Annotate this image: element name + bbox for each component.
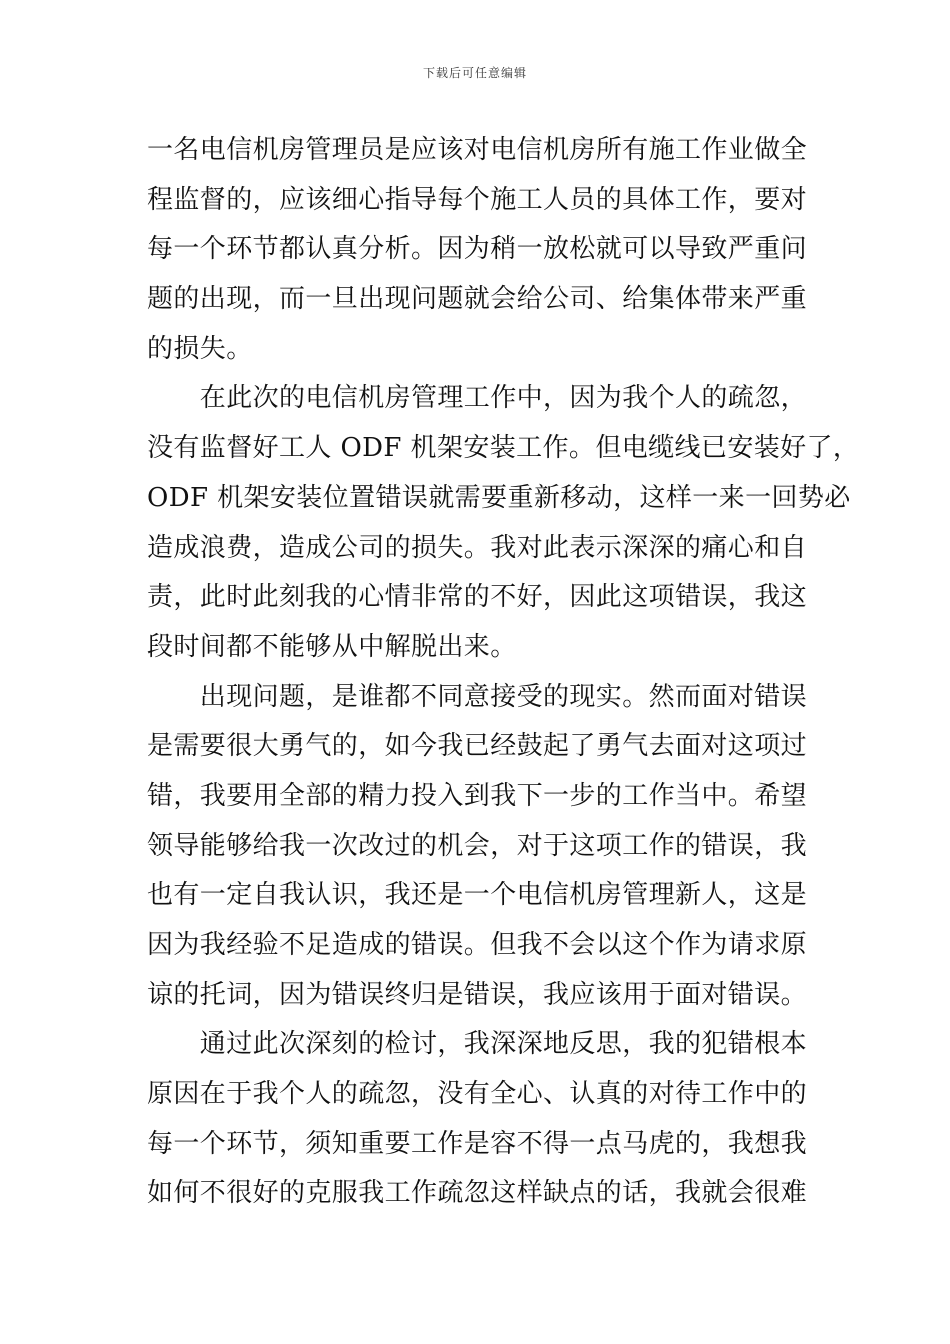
page-header: 下载后可任意编辑 bbox=[422, 66, 527, 80]
text-line: 每一个环节都认真分析。因为稍一放松就可以导致严重问 bbox=[147, 234, 808, 265]
text-line: 也有一定自我认识，我还是一个电信机房管理新人，这是 bbox=[147, 880, 808, 911]
document-body bbox=[147, 126, 860, 1219]
text-line: ODF 机架安装位置错误就需要重新移动，这样一来一回势必 bbox=[147, 482, 851, 513]
text-line: 一名电信机房管理员是应该对电信机房所有施工作业做全 bbox=[147, 135, 808, 165]
text-line: 每一个环节，须知重要工作是容不得一点马虎的，我想我 bbox=[147, 1128, 808, 1159]
text-line: 题的出现，而一旦出现问题就会给公司、给集体带来严重 bbox=[147, 284, 808, 315]
text-line: 领导能够给我一次改过的机会，对于这项工作的错误，我 bbox=[147, 830, 808, 861]
text-line: 在此次的电信机房管理工作中，因为我个人的疏忽， bbox=[147, 383, 808, 414]
text-line: 谅的托词，因为错误终归是错误，我应该用于面对错误。 bbox=[147, 979, 808, 1010]
text-line: 责，此时此刻我的心情非常的不好，因此这项错误，我这 bbox=[147, 582, 808, 613]
text-line: 通过此次深刻的检讨，我深深地反思，我的犯错根本 bbox=[147, 1029, 808, 1060]
text-line: 程监督的，应该细心指导每个施工人员的具体工作，要对 bbox=[147, 184, 808, 215]
text-line: 如何不很好的克服我工作疏忽这样缺点的话，我就会很难 bbox=[147, 1178, 808, 1209]
text-line: 造成浪费，造成公司的损失。我对此表示深深的痛心和自 bbox=[147, 532, 808, 563]
text-line: 的损失。 bbox=[147, 333, 253, 364]
text-line: 没有监督好工人 ODF 机架安装工作。但电缆线已安装好了， bbox=[147, 433, 860, 464]
text-line: 段时间都不能够从中解脱出来。 bbox=[147, 631, 517, 662]
text-line: 是需要很大勇气的，如今我已经鼓起了勇气去面对这项过 bbox=[147, 731, 808, 762]
text-line: 出现问题，是谁都不同意接受的现实。然而面对错误 bbox=[147, 681, 808, 712]
text-line: 原因在于我个人的疏忽，没有全心、认真的对待工作中的 bbox=[147, 1079, 808, 1110]
text-line: 错，我要用全部的精力投入到我下一步的工作当中。希望 bbox=[147, 780, 808, 811]
text-line: 因为我经验不足造成的错误。但我不会以这个作为请求原 bbox=[147, 930, 808, 960]
